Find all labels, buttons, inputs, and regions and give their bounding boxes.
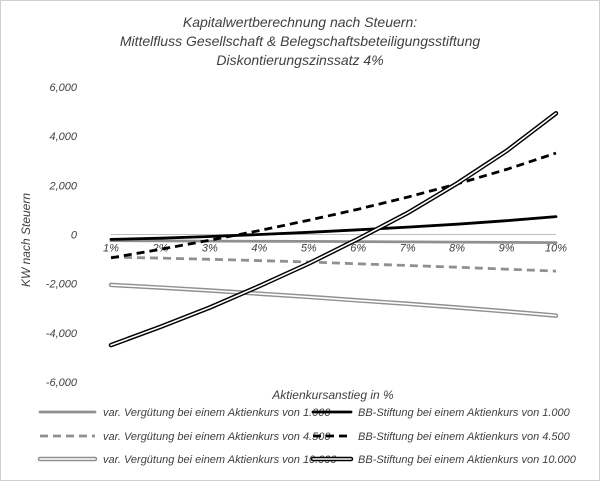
series-line-2-path (111, 217, 556, 240)
legend-item (40, 431, 331, 443)
x-axis-label: Aktienkursanstieg in % (272, 388, 394, 402)
x-tick-label: 1% (103, 242, 119, 255)
legend-label: var. Vergütung bei einem Aktienkurs von 10.000 (103, 454, 337, 466)
y-tick-label: 0 (70, 229, 77, 242)
series-line-1-path (111, 241, 556, 243)
chart-title-line-1: Kapitalwertberechnung nach Steuern: (182, 14, 418, 30)
y-axis-ticks (46, 82, 78, 389)
x-tick-label: 7% (399, 242, 416, 255)
x-tick-label: 4% (251, 242, 268, 255)
series-line-3-path (111, 257, 556, 271)
legend-label: BB-Stiftung bei einem Aktienkurs von 1.000 (358, 407, 570, 419)
legend-item (313, 431, 571, 443)
series-lines (111, 113, 556, 345)
legend-label: var. Vergütung bei einem Aktienkurs von 4.500 (103, 431, 331, 443)
y-tick-label: 6,000 (49, 82, 77, 94)
y-tick-label: 2,000 (49, 180, 77, 193)
legend-item (40, 407, 331, 419)
legend-label: BB-Stiftung bei einem Aktienkurs von 10.000 (358, 454, 576, 466)
legend (40, 407, 577, 466)
legend-item (40, 454, 337, 466)
x-tick-label: 3% (201, 242, 218, 255)
x-tick-label: 2% (152, 242, 169, 255)
x-tick-label: 6% (350, 242, 367, 255)
series-line-3 (111, 257, 556, 271)
y-axis-label: KW nach Steuern (19, 192, 33, 288)
y-tick-label: 4,000 (49, 131, 77, 144)
legend-item (313, 407, 571, 419)
x-tick-label: 10% (544, 242, 568, 255)
chart-title (120, 14, 481, 68)
chart-title-line-3: Diskontierungszinssatz 4% (216, 52, 384, 68)
legend-label: BB-Stiftung bei einem Aktienkurs von 4.500 (358, 431, 570, 443)
x-tick-label: 8% (449, 242, 466, 255)
legend-label: var. Vergütung bei einem Aktienkurs von 1.000 (103, 407, 331, 419)
y-tick-label: -6,000 (45, 377, 77, 389)
series-line-5 (111, 285, 556, 316)
series-line-5-outer (111, 285, 556, 316)
series-line-2 (111, 217, 556, 240)
legend-item (313, 454, 577, 466)
chart-title-line-2: Mittelfluss Gesellschaft & Belegschaftsbeteiligungsstiftung (119, 33, 481, 49)
y-tick-label: -4,000 (45, 327, 77, 340)
y-tick-label: -2,000 (45, 278, 77, 291)
series-line-1 (111, 241, 556, 243)
x-tick-label: 9% (498, 242, 515, 255)
x-tick-label: 5% (300, 242, 317, 255)
